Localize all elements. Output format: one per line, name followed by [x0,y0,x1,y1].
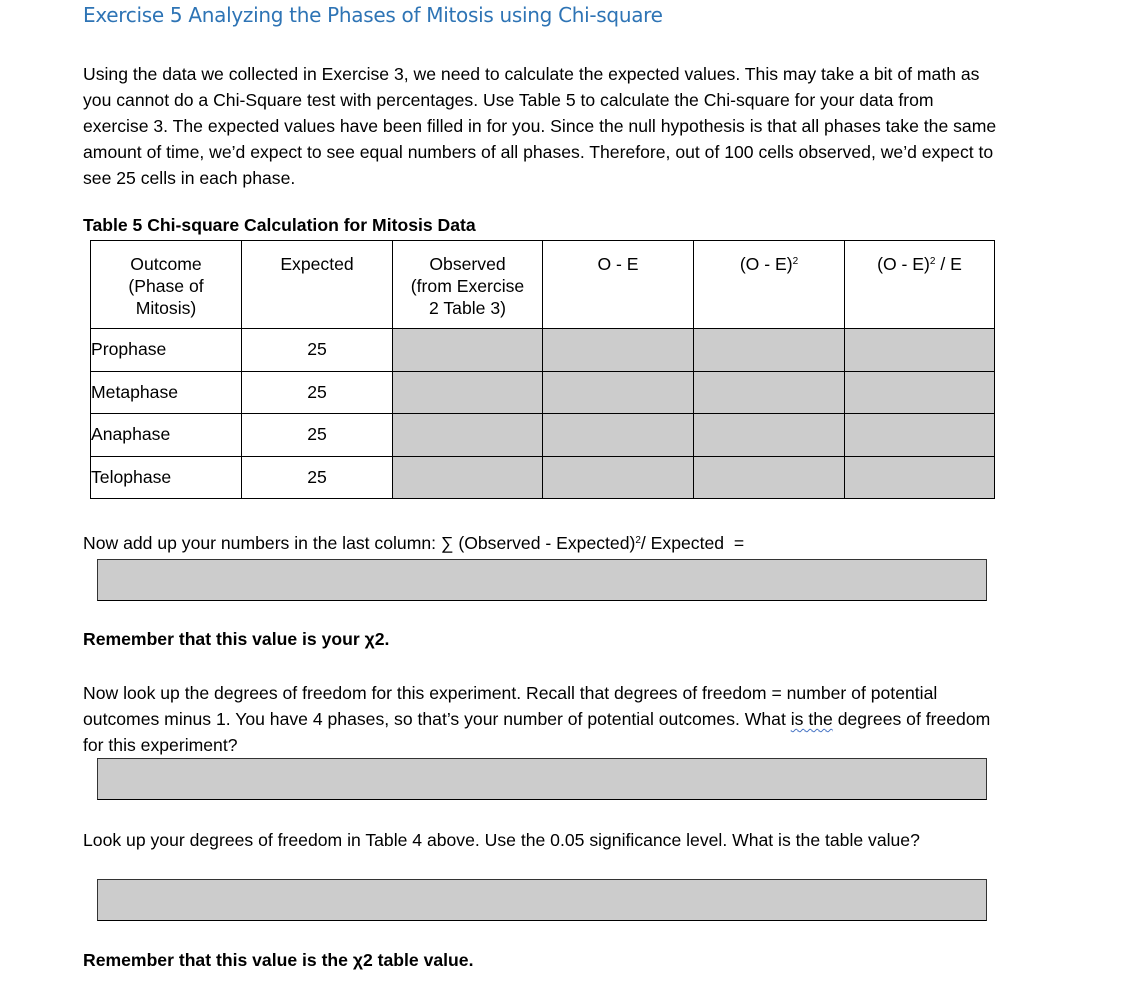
header-sq-base: (O - E) [739,254,793,274]
header-o-minus-e-label: O - E [597,254,639,274]
o-minus-e-input[interactable] [543,414,694,457]
header-o-minus-e [543,241,694,329]
phase-cell: Telophase [91,456,242,499]
sum-prompt-after: / Expected = [640,533,745,553]
chi-square-note: Remember that this value is your χ2. [83,629,390,649]
o-minus-e-squared-input[interactable] [694,456,845,499]
grammar-flagged-text: is the [790,709,833,729]
phase-cell: Prophase [91,329,242,372]
table-row [91,329,995,372]
expected-cell: 25 [242,456,393,499]
o-minus-e-squared-input[interactable] [694,329,845,372]
table-value-input[interactable] [97,879,987,921]
observed-input[interactable] [393,329,543,372]
header-outcome-line2: (Phase of [128,276,204,296]
table-row [91,414,995,457]
expected-cell: 25 [242,414,393,457]
header-observed-line3: 2 Table 3) [429,298,506,318]
o-minus-e-squared-input[interactable] [694,371,845,414]
chi-square-table [90,240,995,499]
expected-cell: 25 [242,329,393,372]
o-minus-e-input[interactable] [543,456,694,499]
header-observed-line2: (from Exercise [410,276,525,296]
header-expected-label: Expected [280,254,354,274]
o-minus-e-input[interactable] [543,329,694,372]
ratio-input[interactable] [845,371,995,414]
o-minus-e-squared-input[interactable] [694,414,845,457]
header-outcome-line1: Outcome [130,254,202,274]
sum-prompt [83,533,744,554]
page-title: Exercise 5 Analyzing the Phases of Mitosis using Chi-square [83,3,663,27]
header-outcome-line3: Mitosis) [135,298,197,318]
dof-text-before: Now look up the degrees of freedom for this experiment. Recall that degrees of freedom = number of potential outcomes minus 1. You have 4 phases, so that’s your number of potential outcomes. What [83,683,938,729]
table-row [91,371,995,414]
observed-input[interactable] [393,414,543,457]
header-observed-line1: Observed [429,254,506,274]
header-ratio-exponent: 2 [929,256,936,267]
ratio-input[interactable] [845,456,995,499]
expected-cell: 25 [242,371,393,414]
table-caption: Table 5 Chi-square Calculation for Mitosis Data [83,215,476,235]
header-ratio-tail: / E [935,254,962,274]
observed-input[interactable] [393,456,543,499]
phase-cell: Metaphase [91,371,242,414]
chi-square-sum-input[interactable] [97,559,987,601]
sum-prompt-before: Now add up your numbers in the last column: ∑ (Observed - Expected) [83,533,636,553]
header-o-minus-e-squared [694,241,845,329]
degrees-of-freedom-input[interactable] [97,758,987,800]
ratio-input[interactable] [845,329,995,372]
table-row [91,456,995,499]
degrees-of-freedom-prompt [83,680,1003,758]
observed-input[interactable] [393,371,543,414]
intro-paragraph: Using the data we collected in Exercise 3, we need to calculate the expected values. This may take a bit of math as you cannot do a Chi-Square test with percentages. Use Table 5 to calculate the Chi-square for your data from exercise 3. The expected values have been filled in for you. Since the null hypothesis is that all phases take the same amount of time, we’d expect to see equal numbers of all phases. Therefore, out of 100 cells observed, we’d expect to see 25 cells in each phase. [83,64,997,188]
sum-prompt-exponent: 2 [635,535,641,546]
table-header-row [91,241,995,329]
ratio-input[interactable] [845,414,995,457]
o-minus-e-input[interactable] [543,371,694,414]
header-ratio [845,241,995,329]
dof-text-after: degrees of freedom for this experiment? [83,709,991,755]
phase-cell: Anaphase [91,414,242,457]
header-ratio-base: (O - E) [877,254,930,274]
header-outcome [91,241,242,329]
header-observed [393,241,543,329]
header-expected [242,241,393,329]
table-value-note: Remember that this value is the χ2 table value. [83,950,474,970]
table-value-prompt: Look up your degrees of freedom in Table 4 above. Use the 0.05 significance level. What is the table value? [83,830,920,850]
header-sq-exponent: 2 [792,256,799,267]
